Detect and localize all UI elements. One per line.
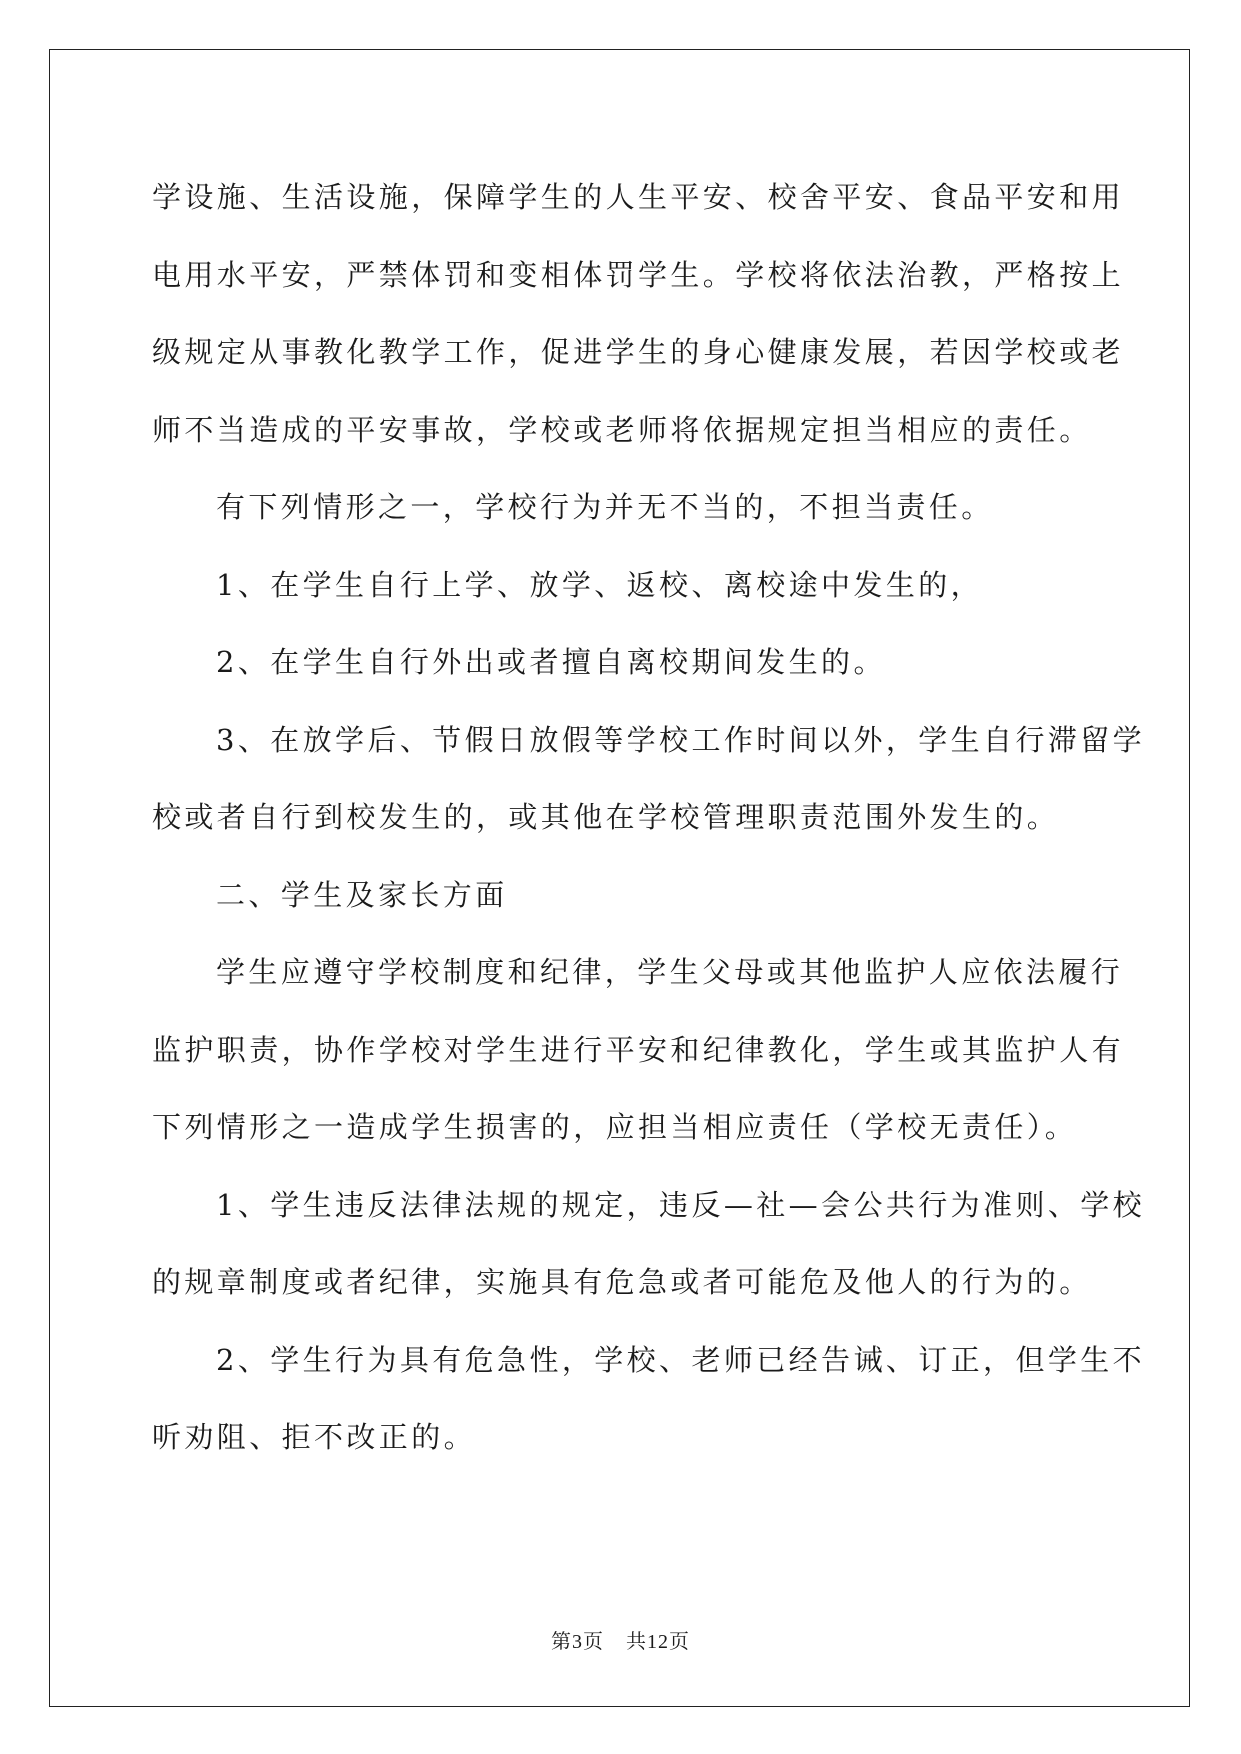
body-line: 师不当造成的平安事故，学校或老师将依据规定担当相应的责任。 xyxy=(152,412,1092,447)
section-heading: 二、学生及家长方面 xyxy=(216,877,508,912)
page-total: 共12页 xyxy=(626,1631,690,1653)
body-line: 下列情形之一造成学生损害的，应担当相应责任（学校无责任）。 xyxy=(152,1110,1078,1144)
list-item: 2、在学生自行外出或者擅自离校期间发生的。 xyxy=(216,645,886,679)
body-line: 听劝阻、拒不改正的。 xyxy=(152,1420,477,1454)
list-item: 1、学生违反法律法规的规定，违反—社—会公共行为准则、学校 xyxy=(216,1187,1146,1222)
body-line: 的规章制度或者纪律，实施具有危急或者可能危及他人的行为的。 xyxy=(152,1265,1092,1299)
body-line: 校或者自行到校发生的，或其他在学校管理职责范围外发生的。 xyxy=(152,800,1060,834)
paragraph-line: 有下列情形之一，学校行为并无不当的，不担当责任。 xyxy=(216,490,994,524)
list-item: 1、在学生自行上学、放学、返校、离校途中发生的， xyxy=(216,567,984,602)
body-line: 电用水平安，严禁体罚和变相体罚学生。学校将依法治教，严格按上 xyxy=(152,257,1125,292)
page-number: 第3页 xyxy=(551,1631,604,1653)
body-line: 监护职责，协作学校对学生进行平安和纪律教化，学生或其监护人有 xyxy=(152,1032,1125,1067)
page-footer xyxy=(0,1625,1241,1654)
paragraph-line: 学生应遵守学校制度和纪律，学生父母或其他监护人应依法履行 xyxy=(216,955,1124,989)
list-item: 2、学生行为具有危急性，学校、老师已经告诫、订正，但学生不 xyxy=(216,1342,1146,1377)
body-line: 级规定从事教化教学工作，促进学生的身心健康发展，若因学校或老 xyxy=(152,335,1125,369)
body-line: 学设施、生活设施，保障学生的人生平安、校舍平安、食品平安和用 xyxy=(152,180,1125,214)
document-body xyxy=(152,159,1146,1477)
list-item: 3、在放学后、节假日放假等学校工作时间以外，学生自行滞留学 xyxy=(216,722,1146,757)
